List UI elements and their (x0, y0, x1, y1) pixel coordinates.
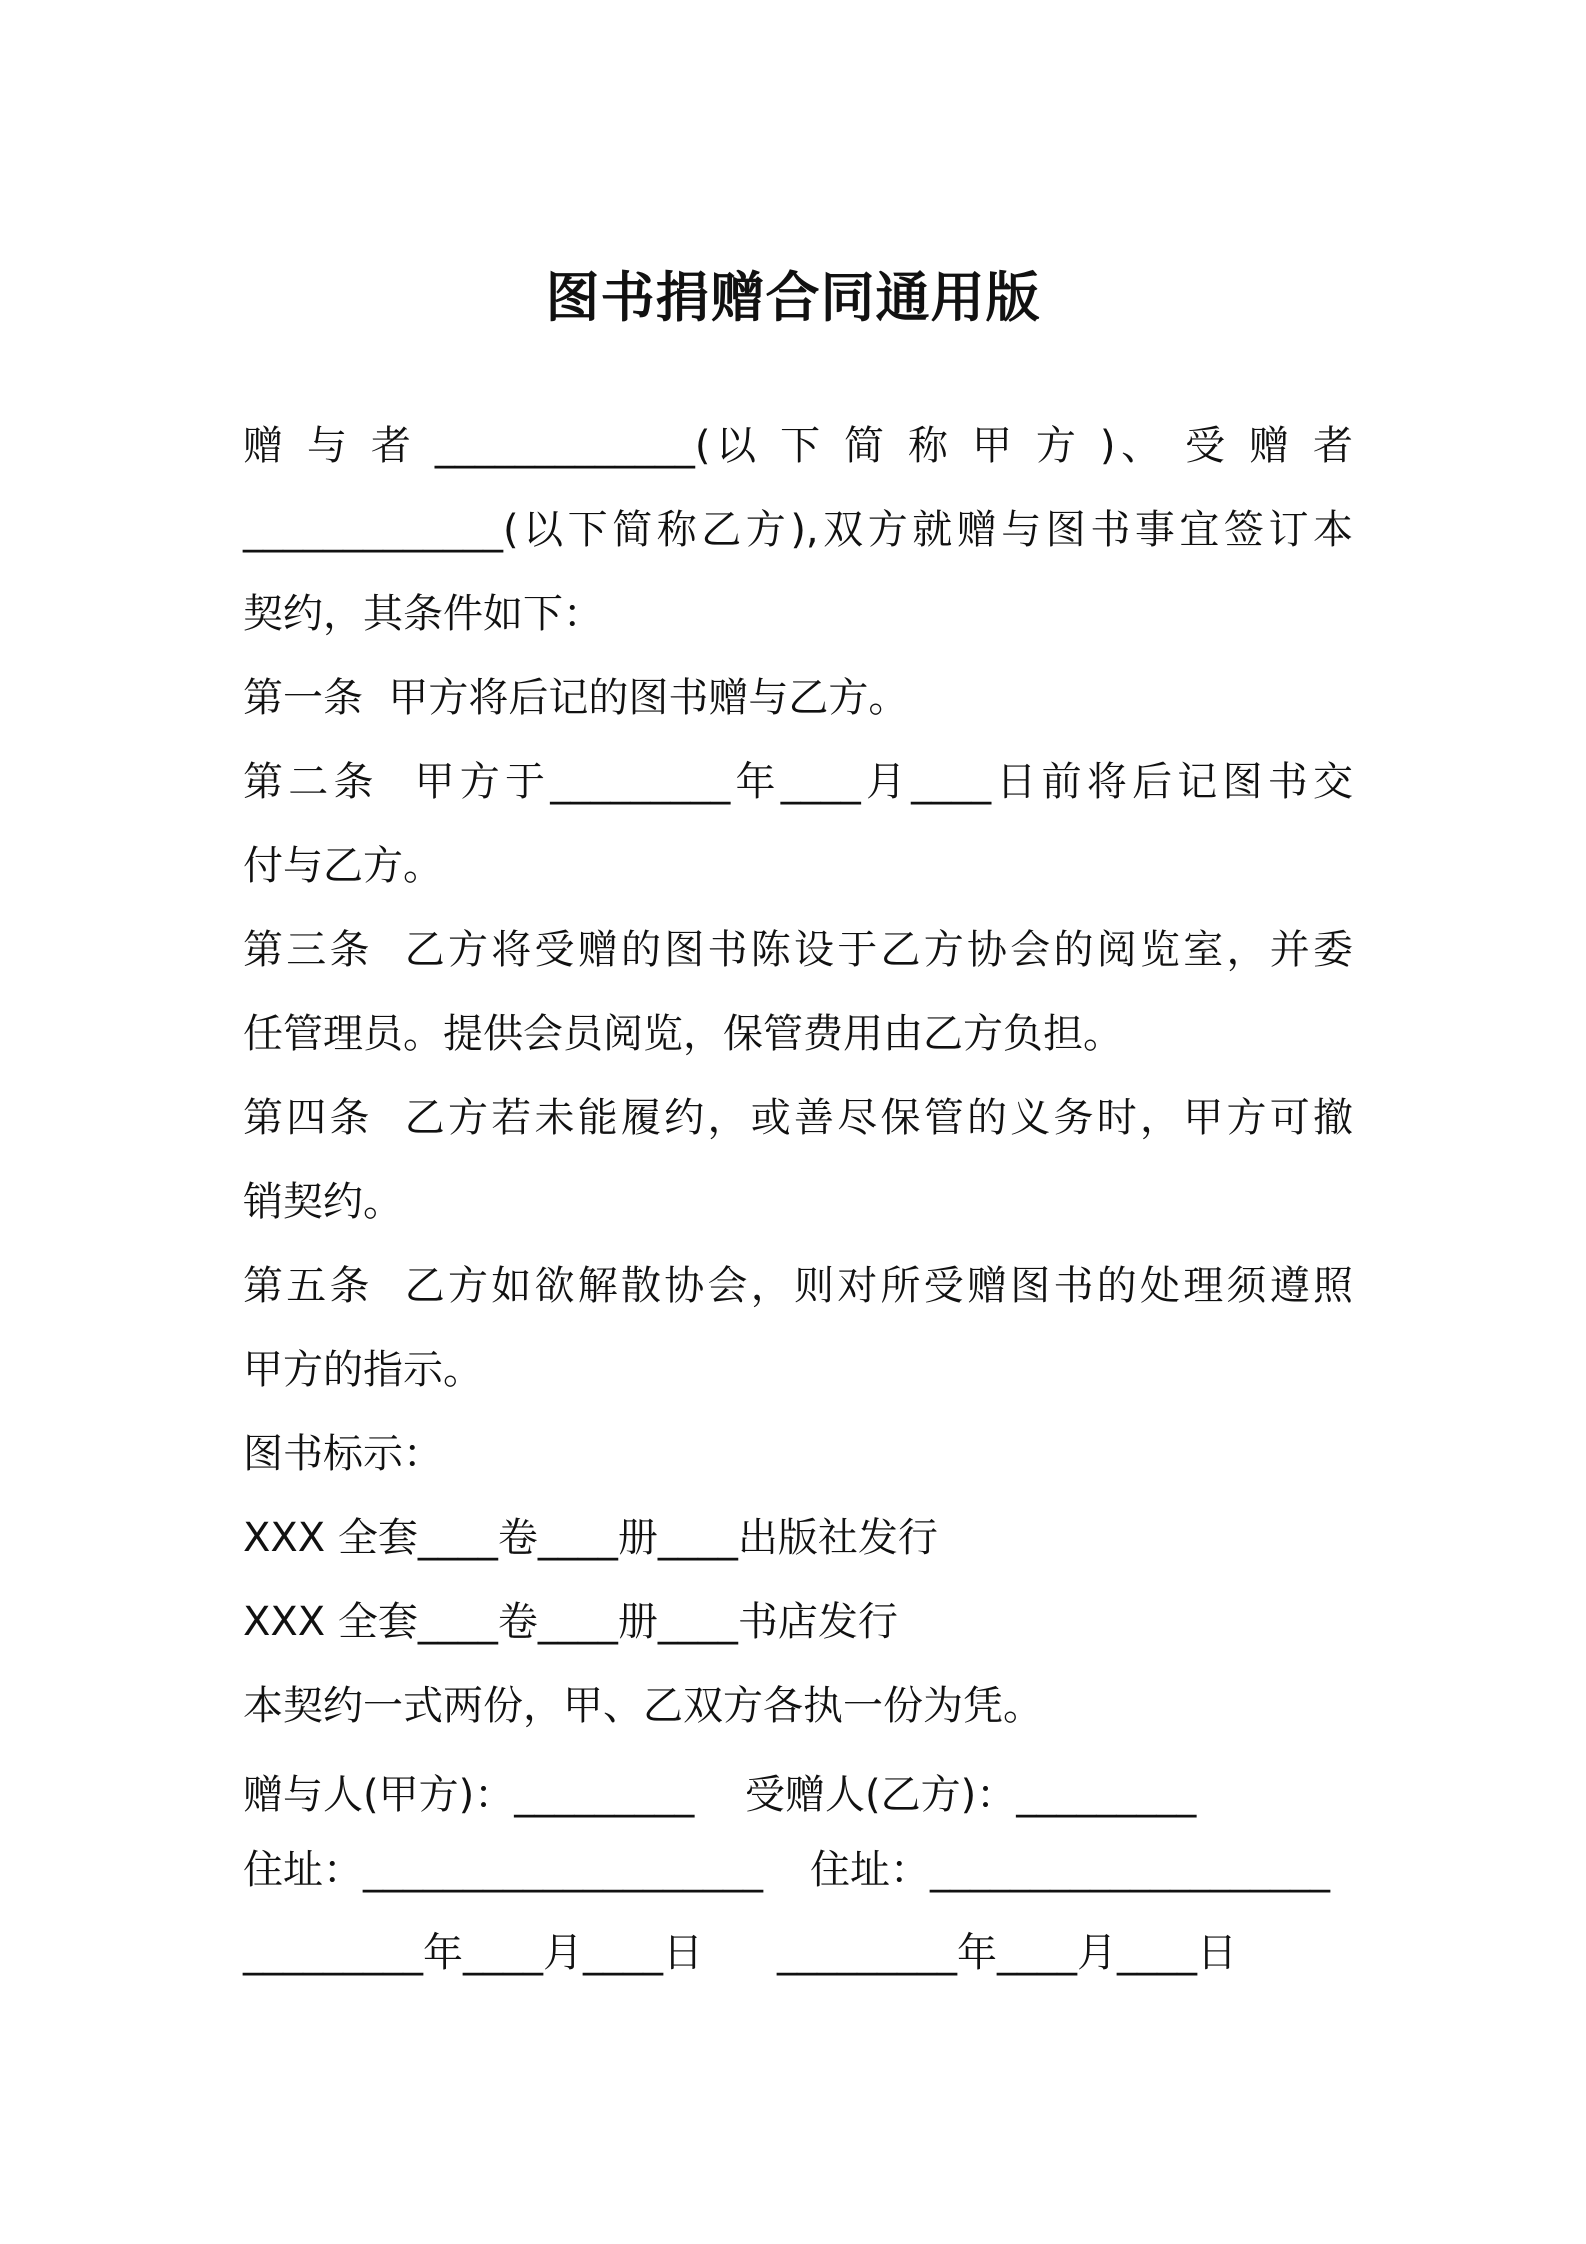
donor-address-field: 住址：____________________ (243, 1847, 763, 1893)
preamble-line-1: 赠 与 者 _____________(以 下 简 称 甲 方 )、 受 赠 者 (243, 423, 1353, 469)
article-2-line-1: 第二条 甲方于_________年____月____日前将后记图书交 (243, 759, 1353, 805)
document-title: 图书捐赠合同通用版 (545, 266, 1041, 329)
article-3-line-2: 任管理员。提供会员阅览，保管费用由乙方负担。 (243, 1011, 1123, 1057)
article-5-line-2: 甲方的指示。 (243, 1347, 483, 1393)
donee-signature-field: 受赠人(乙方)：_________ (745, 1772, 1197, 1818)
book-item: XXX 全套____卷____册____书店发行 (243, 1599, 898, 1645)
article-4-line-1: 第四条 乙方若未能履约，或善尽保管的义务时，甲方可撤 (243, 1095, 1353, 1141)
preamble-line-2: _____________(以下简称乙方),双方就赠与图书事宜签订本 (243, 507, 1353, 553)
preamble-line-3: 契约，其条件如下： (243, 591, 603, 637)
books-heading: 图书标示： (243, 1431, 443, 1477)
book-item: XXX 全套____卷____册____出版社发行 (243, 1515, 938, 1561)
article-5-line-1: 第五条 乙方如欲解散协会，则对所受赠图书的处理须遵照 (243, 1263, 1353, 1309)
closing-statement: 本契约一式两份，甲、乙双方各执一份为凭。 (243, 1683, 1043, 1729)
donee-address-field: 住址：____________________ (810, 1847, 1330, 1893)
article-2-line-2: 付与乙方。 (243, 843, 443, 889)
article-1: 第一条 甲方将后记的图书赠与乙方。 (243, 675, 909, 721)
article-3-line-1: 第三条 乙方将受赠的图书陈设于乙方协会的阅览室，并委 (243, 927, 1353, 973)
article-4-line-2: 销契约。 (243, 1179, 403, 1225)
donor-signature-field: 赠与人(甲方)：_________ (243, 1772, 695, 1818)
donee-date-field: _________年____月____日 (777, 1930, 1237, 1976)
donor-date-field: _________年____月____日 (243, 1930, 703, 1976)
